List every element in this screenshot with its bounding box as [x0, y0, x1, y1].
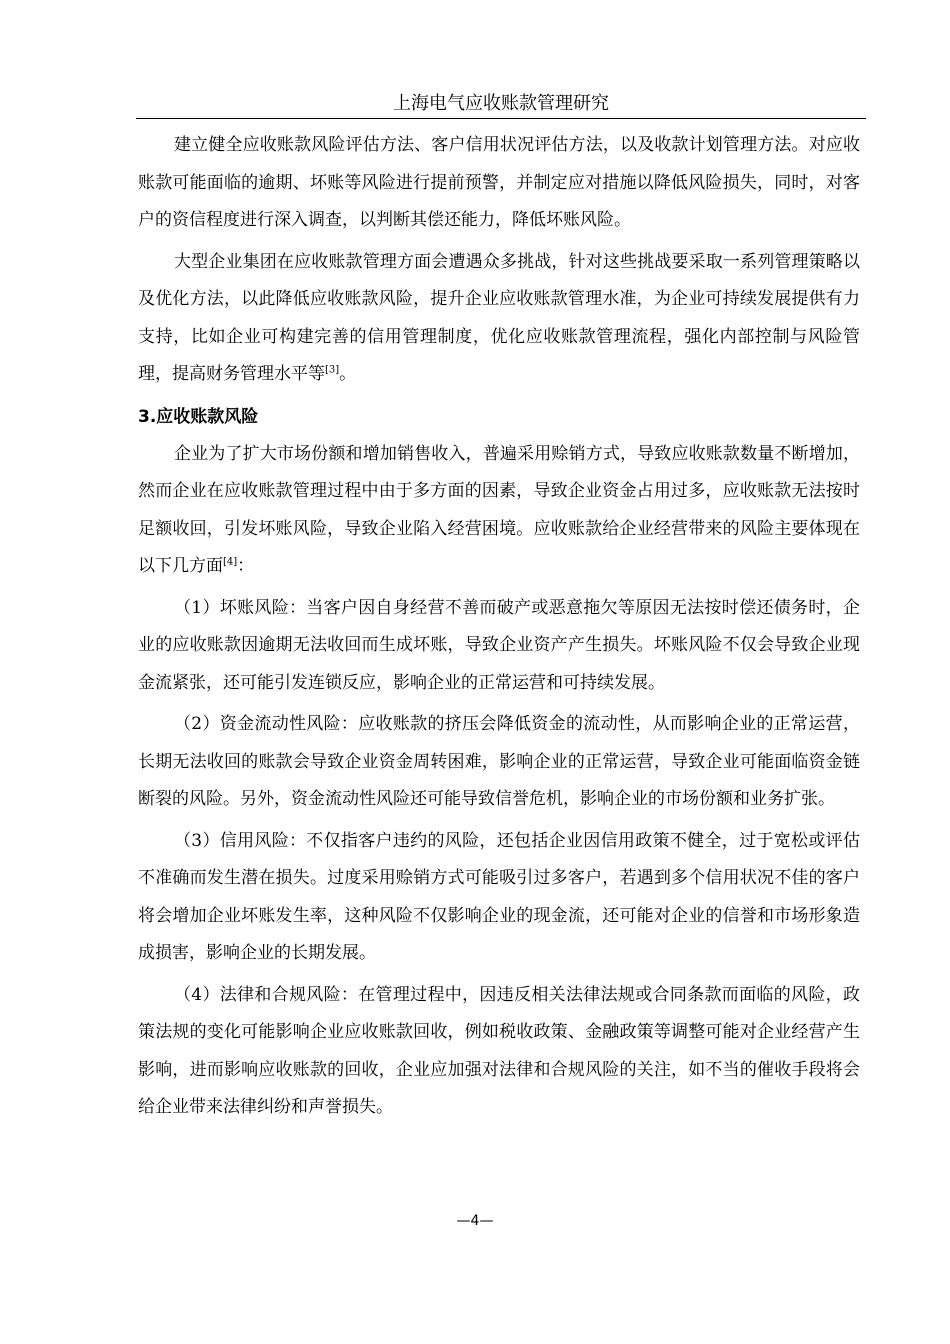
paragraph: （3）信用风险：不仅指客户违约的风险，还包括企业因信用政策不健全，过于宽松或评估不准确而发生潜在损失。过度采用赊销方式可能吸引过多客户，若遇到多个信用状况不佳的客户将会增加企业坏账发生率，这种风险不仅影响企业的现金流，还可能对企业的信誉和市场形象造成损害，影响企业的长期发展。 [138, 830, 860, 963]
paragraph: （1）坏账风险：当客户因自身经营不善而破产或恶意拖欠等原因无法按时偿还债务时，企业的应收账款因逾期无法收回而生成坏账，导致企业资产产生损失。坏账风险不仅会导致企业现金流紧张，还可能引发连锁反应，影响企业的正常运营和可持续发展。 [138, 597, 860, 693]
page-header-title: 上海电气应收账款管理研究 [393, 93, 609, 114]
citation: [3] [325, 364, 340, 376]
paragraph: （4）法律和合规风险：在管理过程中，因违反相关法律法规或合同条款而面临的风险，政策法规的变化可能影响企业应收账款回收，例如税收政策、金融政策等调整可能对企业经营产生影响，进而影响应收账款的回收，企业应加强对法律和合规风险的关注，如不当的催收手段将会给企业带来法律纠纷和声誉损失。 [138, 984, 860, 1117]
page-number: —4— [456, 1213, 494, 1229]
header-rule [136, 118, 866, 119]
paragraph: （2）资金流动性风险：应收账款的挤压会降低资金的流动性，从而影响企业的正常运营，长期无法收回的账款会导致企业资金周转困难，影响企业的正常运营，导致企业可能面临资金链断裂的风险。另外，资金流动性风险还可能导致信誉危机，影响企业的市场份额和业务扩张。 [138, 714, 860, 809]
paragraph: 企业为了扩大市场份额和增加销售收入，普遍采用赊销方式，导致应收账款数量不断增加，然而企业在应收账款管理过程中由于多方面的因素，导致企业资金占用过多，应收账款无法按时足额收回，引发坏账风险，导致企业陷入经营困境。应收账款给企业经营带来的风险主要体现在以下几方面[4]： [138, 443, 860, 576]
paragraph: 大型企业集团在应收账款管理方面会遭遇众多挑战，针对这些挑战要采取一系列管理策略以及优化方法，以此降低应收账款风险，提升企业应收账款管理水准，为企业可持续发展提供有力支持，比如企业可构建完善的信用管理制度，优化应收账款管理流程，强化内部控制与风险管理，提高财务管理水平等[3]。 [138, 251, 860, 384]
section-heading: 3.应收账款风险 [138, 406, 259, 427]
paragraph: 建立健全应收账款风险评估方法、客户信用状况评估方法，以及收款计划管理方法。对应收账款可能面临的逾期、坏账等风险进行提前预警，并制定应对措施以降低风险损失，同时，对客户的资信程度进行深入调查，以判断其偿还能力，降低坏账风险。 [138, 135, 860, 230]
citation: [4] [223, 556, 238, 568]
document-body [138, 127, 860, 1131]
